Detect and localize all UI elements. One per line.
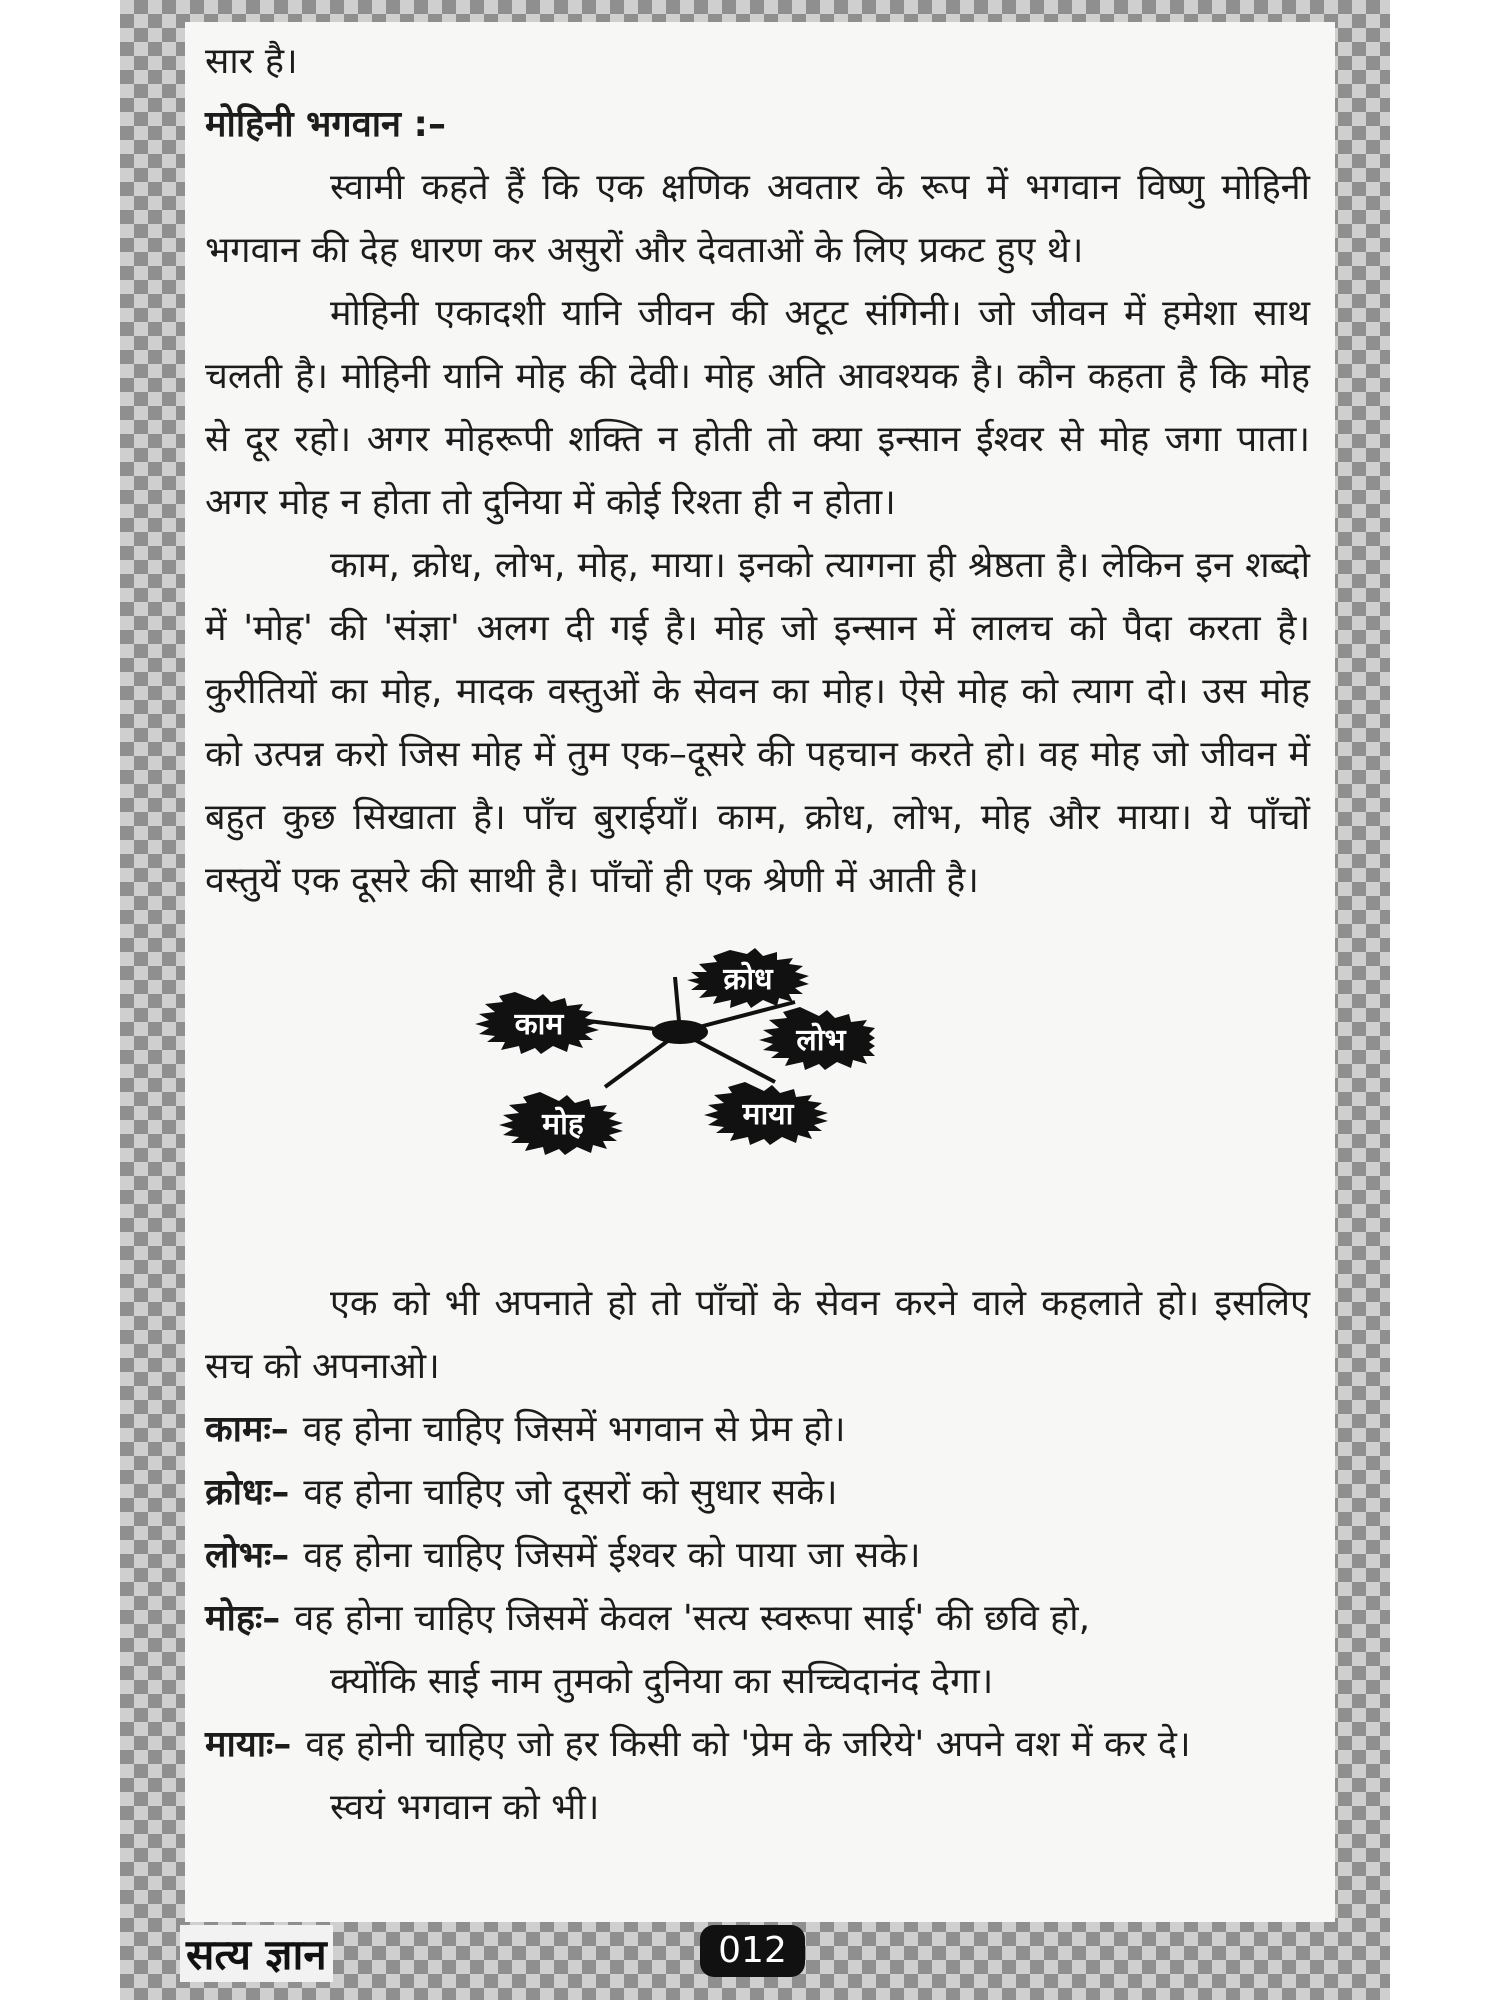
- five-vices-diagram: [205, 912, 1310, 1272]
- definition-lobh: [205, 1524, 1310, 1587]
- definition-text: वह होना चाहिए जो दूसरों को सुधार सके।: [303, 1472, 838, 1513]
- diagram-label-lobh: लोभ: [796, 1023, 846, 1058]
- diagram-svg: [455, 922, 875, 1172]
- definition-maya: [205, 1713, 1310, 1776]
- diagram-label-moh: मोह: [542, 1107, 584, 1142]
- page-text: [205, 30, 1310, 1839]
- definition-term: लोभः–: [205, 1535, 290, 1576]
- definition-text: वह होना चाहिए जिसमें ईश्वर को पाया जा सके।: [303, 1535, 921, 1576]
- footer-book-title: सत्य ज्ञान: [180, 1925, 333, 1982]
- diagram-label-krodh: क्रोध: [723, 962, 773, 997]
- definition-term: मोहः–: [205, 1598, 281, 1639]
- diagram-hub: [652, 1020, 708, 1044]
- paragraph-1: स्वामी कहते हैं कि एक क्षणिक अवतार के रूप में भगवान विष्णु मोहिनी भगवान की देह धारण कर असुरों और देवताओं के लिए प्रकट हुए थे।: [205, 167, 1310, 271]
- definition-term: कामः–: [205, 1409, 289, 1450]
- paragraph-4: एक को भी अपनाते हो तो पाँचों के सेवन करने वाले कहलाते हो। इसलिए सच को अपनाओ।: [205, 1283, 1310, 1387]
- definition-kaam: [205, 1398, 1310, 1461]
- paragraph-3: काम, क्रोध, लोभ, मोह, माया। इनको त्यागना ही श्रेष्ठता है। लेकिन इन शब्दो में 'मोह' की 'संज्ञा' अलग दी गई है। मोह जो इन्सान में लालच को पैदा करता है। कुरीतियों का मोह, मादक वस्तुओं के सेवन का मोह। ऐसे मोह को त्याग दो। उस मोह को उत्पन्न करो जिस मोह में तुम एक–दूसरे की पहचान करते हो। वह मोह जो जीवन में बहुत कुछ सिखाता है। पाँच बुराईयाँ। काम, क्रोध, लोभ, मोह और माया। ये पाँचों वस्तुयें एक दूसरे की साथी है। पाँचों ही एक श्रेणी में आती है।: [205, 545, 1310, 901]
- page-number-badge: 012: [700, 1925, 805, 1977]
- section-heading: मोहिनी भगवान :–: [205, 104, 446, 145]
- definition-moh: [205, 1587, 1310, 1650]
- diagram-label-maya: माया: [742, 1097, 794, 1132]
- page-edge: [1390, 0, 1500, 2000]
- diagram-label-kaam: काम: [514, 1007, 564, 1042]
- definition-continuation: स्वयं भगवान को भी।: [330, 1787, 600, 1828]
- definition-term: मायाः–: [205, 1724, 292, 1765]
- definition-continuation: क्योंकि साई नाम तुमको दुनिया का सच्चिदानंद देगा।: [330, 1661, 994, 1702]
- intro-line: सार है।: [205, 41, 298, 82]
- definition-text: वह होना चाहिए जिसमें भगवान से प्रेम हो।: [302, 1409, 846, 1450]
- definition-term: क्रोधः–: [205, 1472, 290, 1513]
- paragraph-2: मोहिनी एकादशी यानि जीवन की अटूट संगिनी। जो जीवन में हमेशा साथ चलती है। मोहिनी यानि मोह की देवी। मोह अति आवश्यक है। कौन कहता है कि मोह से दूर रहो। अगर मोहरूपी शक्ति न होती तो क्या इन्सान ईश्वर से मोह जगा पाता। अगर मोह न होता तो दुनिया में कोई रिश्ता ही न होता।: [205, 293, 1310, 523]
- definition-krodh: [205, 1461, 1310, 1524]
- definition-text: वह होनी चाहिए जो हर किसी को 'प्रेम के जरिये' अपने वश में कर दे।: [305, 1724, 1191, 1765]
- definition-text: वह होना चाहिए जिसमें केवल 'सत्य स्वरूपा साई' की छवि हो,: [294, 1598, 1091, 1639]
